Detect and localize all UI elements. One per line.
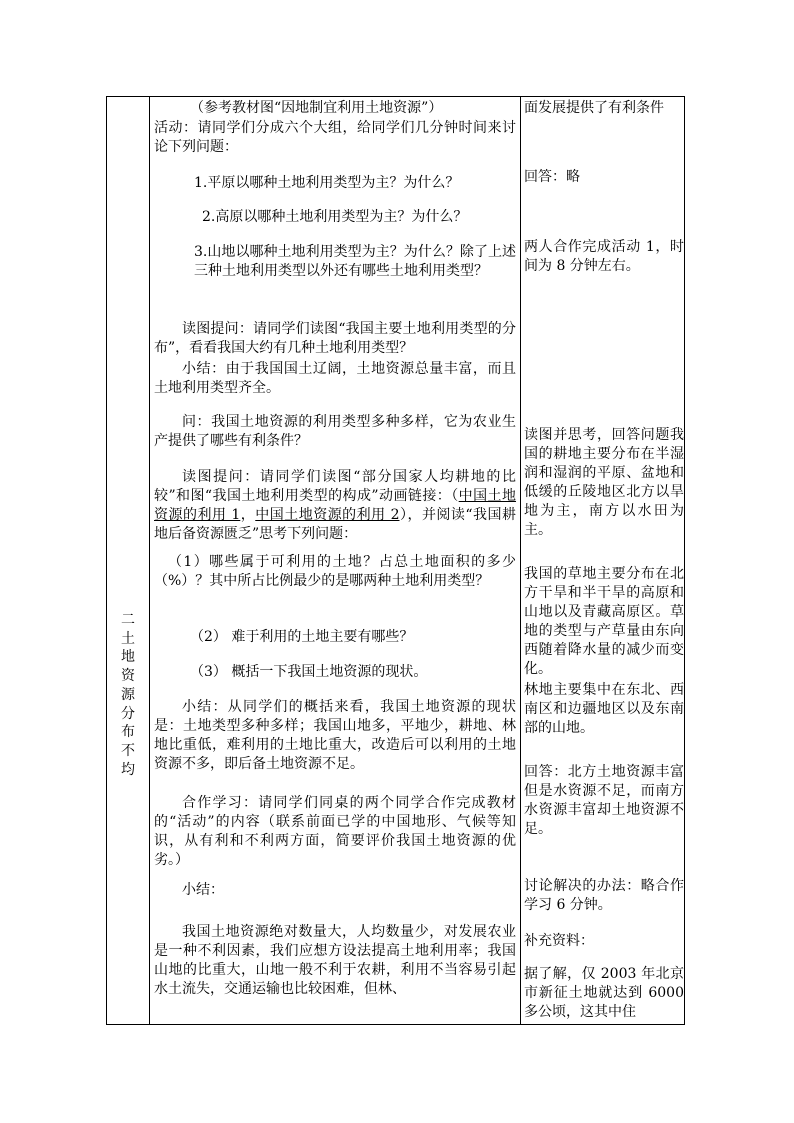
student-answer-1: 回答：略 (524, 169, 580, 185)
student-note-3: 读图并思考，回答问题我国的耕地主要分布在半湿润和湿润的平原、盆地和低缓的丘陵地区北方以旱地为主，南方以水田为主。 (524, 427, 684, 538)
link-land-use-1[interactable]: 中国土地资源的利用 1 (154, 488, 517, 523)
summary-1: 小结：由于我国国土辽阔，土地资源总量丰富，而且土地利用类型齐全。 (154, 361, 516, 396)
student-note-2: 两人合作完成活动 1，时间为 8 分钟左右。 (524, 239, 684, 274)
student-note-5: 林地主要集中在东北、西南区和边疆地区以及东南部的山地。 (524, 682, 684, 736)
summary-2: 小结：从同学们的概括来看，我国土地资源的现状是：土地类型多种多样；我国山地多，平地少，耕地、林地比重低，难利用的土地比重大，改造后可以利用的土地资源不多，即后备土地资源不足。 (154, 699, 516, 772)
lesson-table (106, 96, 685, 1025)
student-note-1: 面发展提供了有利条件 (524, 100, 664, 116)
question-farming: 问：我国土地资源的利用类型多种多样，它为农业生产提供了哪些有利条件？ (154, 414, 516, 449)
sub-question-1: （1）哪些属于可利用的土地？占总土地面积的多少（%）？其中所占比例最少的是哪两种土地利用类型？ (154, 554, 516, 589)
question-1: 1.平原以哪种土地利用类型为主？为什么？ (194, 175, 460, 191)
section-title: 二 土 地 资 源 分 布 不 均 (121, 612, 135, 778)
column-divider (149, 97, 150, 1024)
activity-prompt: 活动：请同学们分成六个大组，给同学们几分钟时间来讨论下列问题： (154, 120, 516, 155)
map-question-2: 读图提问：请同学们读图“部分国家人均耕地的比较”和图“我国土地利用类型的构成”动画链接：（中国土地资源的利用 1，中国土地资源的利用 2），并阅读“我国耕地后备资源匮乏”思考下列问题： (154, 469, 517, 542)
supplement-text: 据了解，仅 2003 年北京市新征土地就达到 6000 多公顷，这其中住 (524, 966, 684, 1020)
student-answer-2: 回答：北方土地资源丰富但是水资源不足，而南方水资源丰富却土地资源不足。 (524, 764, 684, 837)
map-question-1: 读图提问：请同学们读图“我国主要土地利用类型的分布”，看看我国大约有几种土地利用类型？ (154, 321, 516, 356)
reference-note: （参考教材图“因地制宜利用土地资源”） (190, 100, 443, 116)
question-2: 2.高原以哪种土地利用类型为主？为什么？ (202, 209, 468, 225)
column-divider (520, 97, 521, 1024)
conclusion: 我国土地资源绝对数量大，人均数量少，对发展农业是一种不利因素，我们应想方设法提高土地利用率；我国山地的比重大，山地一般不利于农耕，利用不当容易引起水土流失，交通运输也比较困难，但林、 (154, 924, 516, 997)
student-note-4: 我国的草地主要分布在北方干旱和半干旱的高原和山地以及青藏高原区。草地的类型与产草量由东向西随着降水量的减少而变化。 (524, 566, 684, 677)
sub-question-3: （3） 概括一下我国土地资源的现状。 (190, 664, 428, 680)
cooperative-learning: 合作学习：请同学们同桌的两个同学合作完成教材的“活动”的内容（联系前面已学的中国地形、气候等知识，从有利和不利两方面，简要评价我国土地资源的优劣。） (154, 795, 516, 868)
supplement-label: 补充资料： (524, 933, 594, 949)
summary-3-label: 小结： (182, 882, 224, 898)
student-note-6: 讨论解决的办法：略合作学习 6 分钟。 (524, 878, 684, 913)
sub-question-2: （2） 难于利用的土地主要有哪些？ (190, 629, 414, 645)
section-title-cell (107, 97, 149, 1024)
link-land-use-2[interactable]: 中国土地资源的利用 2 (255, 507, 400, 523)
question-3: 3.山地以哪种土地利用类型为主？为什么？除了上述三种土地利用类型以外还有哪些土地利用类型？ (194, 244, 516, 279)
